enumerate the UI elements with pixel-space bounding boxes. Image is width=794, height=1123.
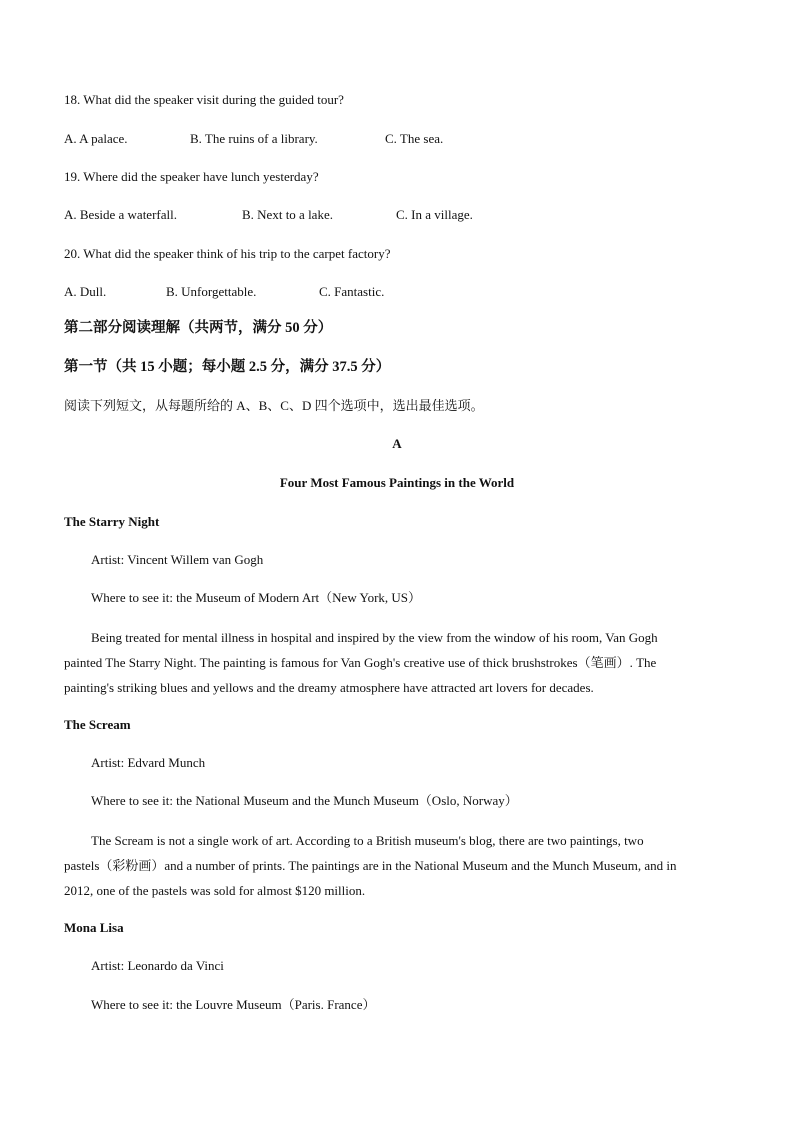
painting-location: Where to see it: the Louvre Museum（Paris. France）	[91, 997, 376, 1012]
description-line: painting's striking blues and yellows and the dreamy atmosphere have attracted art lovers for decades.	[64, 680, 594, 695]
description-line: painted The Starry Night. The painting is famous for Van Gogh's creative use of thick brushstrokes（笔画）. The	[64, 655, 657, 670]
q19-option-b: B. Next to a lake.	[242, 207, 333, 222]
passage-title: Four Most Famous Paintings in the World	[279, 475, 515, 490]
q18-option-a: A. A palace.	[64, 131, 128, 146]
section1-heading: 第一节（共 15 小题；每小题 2.5 分，满分 37.5 分）	[64, 359, 391, 375]
q18-option-c: C. The sea.	[385, 131, 444, 146]
q19-option-a: A. Beside a waterfall.	[64, 207, 177, 222]
painting-title-mona-lisa: Mona Lisa	[64, 920, 124, 935]
instructions: 阅读下列短文，从每题所给的 A、B、C、D 四个选项中，选出最佳选项。	[64, 398, 484, 413]
painting-artist: Artist: Vincent Willem van Gogh	[91, 552, 264, 567]
description-line: Being treated for mental illness in hospital and inspired by the view from the window of his room, Van Gogh	[91, 630, 658, 645]
question-19: 19. Where did the speaker have lunch yesterday?	[64, 169, 319, 184]
question-18: 18. What did the speaker visit during the guided tour?	[64, 92, 344, 107]
q19-option-c: C. In a village.	[396, 207, 473, 222]
q20-option-c: C. Fantastic.	[319, 284, 385, 299]
painting-location: Where to see it: the Museum of Modern Art（New York, US）	[91, 590, 422, 605]
painting-description	[64, 625, 728, 700]
q20-option-a: A. Dull.	[64, 284, 107, 299]
description-line: pastels（彩粉画）and a number of prints. The paintings are in the National Museum and the Munch Museum, and in	[64, 858, 677, 873]
description-line: The Scream is not a single work of art. According to a British museum's blog, there are two paintings, two	[91, 833, 644, 848]
question-20: 20. What did the speaker think of his trip to the carpet factory?	[64, 246, 391, 261]
painting-description	[64, 828, 728, 903]
painting-artist: Artist: Edvard Munch	[91, 755, 206, 770]
q18-option-b: B. The ruins of a library.	[190, 131, 318, 146]
painting-title-starry-night: The Starry Night	[64, 514, 160, 529]
q20-option-b: B. Unforgettable.	[166, 284, 257, 299]
passage-letter: A	[392, 436, 402, 451]
part2-heading: 第二部分阅读理解（共两节，满分 50 分）	[64, 320, 333, 336]
painting-title-scream: The Scream	[64, 717, 131, 732]
description-line: 2012, one of the pastels was sold for almost $120 million.	[64, 883, 366, 898]
painting-artist: Artist: Leonardo da Vinci	[91, 958, 224, 973]
painting-location: Where to see it: the National Museum and the Munch Museum（Oslo, Norway）	[91, 793, 518, 808]
